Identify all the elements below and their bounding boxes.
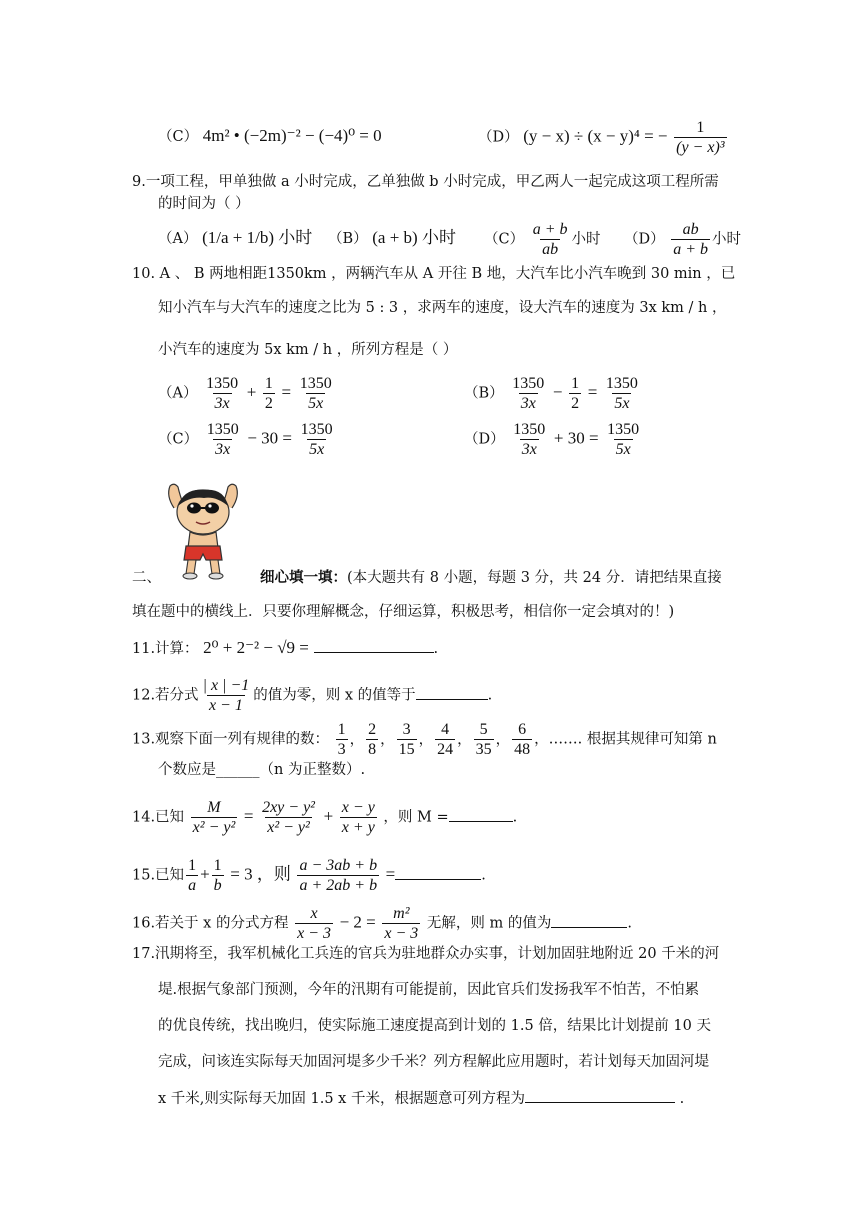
q10-line1: 10. A 、 B 两地相距1350km ，两辆汽车从 A 开往 B 地，大汽车比小汽车晚到 30 min ，已	[132, 266, 736, 282]
answer-blank[interactable]	[449, 807, 513, 822]
answer-blank[interactable]	[525, 1088, 675, 1103]
q15: 15.已知 $\frac{1}{a}$ + $\frac{1}{b}$ = 3 ，则 $\frac{a - 3ab + b}{a + 2ab + b}$ = .	[132, 857, 486, 894]
fraction	[382, 904, 420, 943]
answer-blank[interactable]	[314, 638, 434, 653]
operator: +	[246, 382, 257, 402]
fraction: $\frac{1}{a}$	[188, 857, 197, 894]
numerator: 5	[479, 721, 488, 738]
punctuation: .	[487, 687, 493, 704]
numerator: 1350	[300, 421, 333, 438]
q17-line4: 完成，问该连实际每天加固河堤多少千米？列方程解此应用题时，若计划每天加固河堤	[158, 1054, 709, 1070]
section-desc: (本大题共有 8 小题，每题 3 分，共 24 分．请把结果直接	[347, 570, 722, 586]
question-prefix: 12.若分式	[132, 687, 199, 704]
unit: 小时	[571, 231, 601, 248]
fraction	[263, 374, 275, 413]
sequence-fractions	[334, 721, 535, 758]
option-label: （A）	[158, 385, 198, 402]
sequence-fraction	[512, 720, 532, 759]
separator: ，	[418, 731, 434, 748]
punctuation: .	[433, 641, 439, 657]
question-text: 的值为零，则 x 的值等于	[253, 687, 416, 704]
q8-option-c	[158, 126, 382, 147]
fraction	[511, 420, 547, 459]
q9-option-b	[328, 228, 456, 249]
unit: 小时	[712, 231, 742, 248]
denominator: x + y	[341, 819, 375, 836]
fraction	[340, 798, 377, 837]
q9-line2: 的时间为（ ）	[158, 196, 250, 212]
numerator: 1	[337, 721, 346, 738]
numerator: 1	[571, 375, 580, 392]
sequence-fraction	[336, 720, 348, 759]
numerator: a − 3ab + b	[299, 857, 378, 874]
fraction	[299, 420, 335, 459]
math-expression: 4m² • (−2m)⁻² − (−4)⁰ = 0	[202, 126, 382, 145]
operator: + 30 =	[553, 428, 599, 448]
q11	[132, 638, 438, 659]
separator: ，	[495, 731, 511, 748]
numerator: 1350	[607, 421, 640, 438]
fraction	[260, 798, 317, 837]
denominator: 5x	[309, 441, 325, 458]
operator: =	[587, 382, 598, 402]
numerator: M	[207, 799, 221, 816]
denominator: 15	[398, 741, 415, 758]
section-heading	[260, 568, 722, 588]
numerator: 1350	[605, 375, 638, 392]
math-expression: (1/a + 1/b) 小时	[202, 228, 313, 247]
numerator: 1	[264, 375, 273, 392]
fraction	[510, 374, 546, 413]
fraction	[205, 420, 241, 459]
numerator: 2	[368, 721, 377, 738]
denominator: 3x	[215, 441, 231, 458]
fraction	[298, 374, 334, 413]
cartoon-boy-illustration	[160, 478, 246, 580]
fraction	[569, 374, 581, 413]
denominator: 5x	[615, 441, 631, 458]
q10-option-c	[158, 420, 337, 459]
q17-line2: 堤.根据气象部门预测，今年的汛期有可能提前，因此官兵们发扬我军不怕苦，不怕累	[158, 982, 700, 998]
fraction	[605, 420, 641, 459]
denominator: 2	[571, 395, 580, 412]
q10-line3: 小汽车的速度为 5x km / h ，所列方程是（ ）	[158, 342, 458, 358]
punctuation: .	[512, 809, 518, 826]
q13-line2: 个数应是______（n 为正整数）.	[158, 762, 366, 778]
fraction	[531, 220, 570, 259]
fraction	[191, 798, 238, 837]
q10-option-b	[464, 374, 642, 413]
operator: =	[281, 382, 292, 402]
math-expression: (a + b) 小时	[372, 228, 456, 247]
q10-option-a	[158, 374, 336, 413]
denominator: a + b	[673, 241, 709, 258]
operator: − 30 =	[247, 428, 293, 448]
option-label: （D）	[624, 231, 665, 248]
fraction	[604, 374, 640, 413]
numerator: x − y	[341, 799, 375, 816]
question-prefix: 15.已知	[132, 867, 185, 884]
section-number: 二、	[132, 570, 161, 586]
option-label: （A）	[158, 231, 198, 247]
answer-blank[interactable]	[551, 913, 627, 928]
numerator: m²	[393, 905, 410, 922]
denominator: 48	[514, 741, 531, 758]
numerator: 4	[441, 721, 450, 738]
denominator: 3x	[520, 395, 536, 412]
separator: ，	[349, 731, 365, 748]
denominator: 24	[437, 741, 454, 758]
denominator: 3x	[214, 395, 230, 412]
answer-blank[interactable]	[416, 685, 488, 700]
section-title: 细心填一填：	[260, 569, 347, 586]
q13-line1	[132, 720, 717, 759]
q17-line1: 17.汛期将至，我军机械化工兵连的官兵为驻地群众办实事，计划加固驻地附近 20 千米的河	[132, 946, 720, 962]
sequence-fraction	[435, 720, 455, 759]
numerator: 1350	[299, 375, 332, 392]
denominator: 2	[264, 395, 273, 412]
fraction	[674, 118, 726, 157]
question-prefix: 11.计算：	[132, 641, 199, 657]
math-expression: − 2 =	[339, 912, 376, 932]
q14: 14.已知 $\frac{M}{\text{x² − y²}}$ = $\frac{\text{2xy − y²}}{\text{x² − y²}}$ + $\frac{x - y}{x + y}$ ，则 M = .	[132, 799, 518, 836]
numerator: 1350	[513, 421, 546, 438]
denominator: x² − y²	[192, 819, 236, 836]
punctuation: .	[627, 915, 632, 932]
question-text: ，则 M =	[383, 809, 449, 826]
fraction	[201, 676, 252, 715]
numerator: a + b	[532, 221, 568, 238]
denominator: ab	[542, 241, 559, 258]
math-expression: (y − x) ÷ (x − y)⁴ = −	[523, 126, 668, 146]
q16	[132, 904, 632, 943]
numerator: ab	[682, 221, 699, 238]
punctuation: .	[481, 867, 486, 884]
q17-line3: 的优良传统，找出晚归，使实际施工速度提高到计划的 1.5 倍，结果比计划提前 10 天	[158, 1018, 711, 1034]
numerator: 2xy − y²	[262, 799, 315, 816]
denominator: x² − y²	[267, 819, 310, 836]
denominator: (y − x)³	[676, 139, 725, 156]
q8-option-d	[478, 118, 729, 157]
numerator: 1350	[512, 375, 545, 392]
numerator: 3	[402, 721, 411, 738]
math-expression: = 3 ，则	[230, 864, 291, 884]
punctuation: .	[679, 1091, 685, 1107]
question-text: ，……. 根据其规律可知第 n	[534, 731, 717, 748]
denominator: 8	[368, 741, 377, 758]
operator: −	[552, 382, 563, 402]
question-prefix: 13.观察下面一列有规律的数：	[132, 731, 330, 748]
question-text: x 千米,则实际每天加固 1.5 x 千米，根据题意可列方程为	[158, 1091, 525, 1107]
sequence-fraction	[397, 720, 417, 759]
answer-blank[interactable]	[395, 865, 481, 880]
numerator: 1	[696, 119, 705, 136]
sequence-fraction	[366, 720, 378, 759]
option-label: （B）	[464, 385, 504, 402]
q17-line5	[158, 1088, 684, 1109]
option-label: （D）	[464, 431, 505, 448]
question-prefix: 16.若关于 x 的分式方程	[132, 915, 289, 932]
sequence-fraction	[474, 720, 494, 759]
numerator: 1350	[206, 375, 239, 392]
denominator: 3	[337, 741, 346, 758]
numerator: | x | −1	[202, 677, 250, 694]
fraction	[204, 374, 240, 413]
denominator: a + 2ab + b	[299, 877, 378, 894]
numerator: x	[310, 905, 318, 922]
section-desc-line2: 填在题中的横线上．只要你理解概念，仔细运算，积极思考，相信你一定会填对的！)	[132, 604, 675, 620]
denominator: x − 1	[208, 697, 243, 714]
q10-line2: 知小汽车与大汽车的速度之比为 5 : 3 ，求两车的速度，设大汽车的速度为 3x km / h ，	[158, 300, 727, 316]
denominator: 35	[475, 741, 492, 758]
fraction	[295, 904, 333, 943]
q9-line1: 9.一项工程，甲单独做 a 小时完成，乙单独做 b 小时完成，甲乙两人一起完成这项工程所需	[132, 174, 719, 190]
numerator: 1350	[206, 421, 239, 438]
option-label: （D）	[478, 129, 519, 146]
fraction	[671, 220, 710, 259]
separator: ，	[380, 731, 395, 748]
question-prefix: 14.已知	[132, 809, 185, 826]
fraction	[297, 856, 379, 895]
numerator: 6	[518, 721, 527, 738]
separator: ，	[457, 731, 472, 748]
option-label: （B）	[328, 231, 368, 247]
q9-option-a	[158, 228, 312, 249]
math-expression: 2⁰ + 2⁻² − √9 =	[203, 638, 309, 657]
q12	[132, 676, 492, 715]
question-text: 无解，则 m 的值为	[426, 915, 552, 932]
option-label: （C）	[484, 231, 525, 248]
option-label: （C）	[158, 129, 199, 145]
denominator: 5x	[308, 395, 324, 412]
denominator: x − 3	[384, 925, 419, 942]
q9-option-d	[624, 220, 741, 259]
denominator: x − 3	[297, 925, 331, 942]
option-label: （C）	[158, 431, 199, 448]
fraction: $\frac{1}{b}$	[213, 857, 222, 894]
q9-option-c	[484, 220, 601, 259]
denominator: 3x	[521, 441, 537, 458]
q10-option-d	[464, 420, 643, 459]
denominator: 5x	[614, 395, 630, 412]
